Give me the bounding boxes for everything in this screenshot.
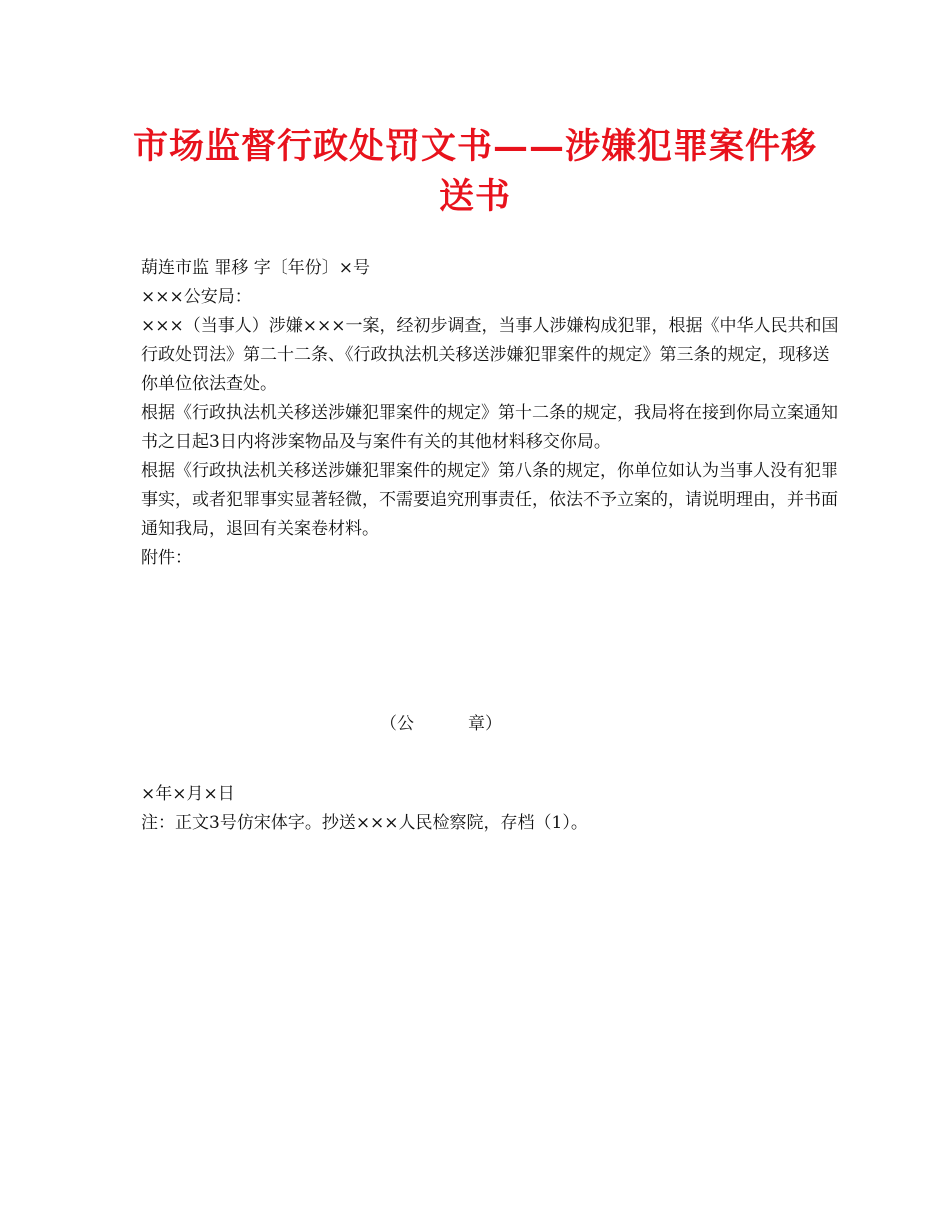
paragraph-referral: ×××（当事人）涉嫌×××一案，经初步调查，当事人涉嫌构成犯罪，根据《中华人民共和国行政处罚法》第二十二条、《行政执法机关移送涉嫌犯罪案件的规定》第三条的规定，现移送你单位依法查处。 xyxy=(141,316,839,394)
attachment-label: 附件： xyxy=(141,548,192,568)
official-seal-placeholder: （公 章） xyxy=(380,714,503,734)
document-body xyxy=(141,254,841,573)
document-date: ×年×月×日 xyxy=(141,784,235,804)
title-line-1: 市场监督行政处罚文书——涉嫌犯罪案件移 xyxy=(132,126,817,167)
document-number: 葫连市监 罪移 字〔年份〕×号 xyxy=(141,258,371,278)
paragraph-materials: 根据《行政执法机关移送涉嫌犯罪案件的规定》第十二条的规定，我局将在接到你局立案通知书之日起3日内将涉案物品及与案件有关的其他材料移交你局。 xyxy=(141,403,838,452)
document-footer xyxy=(141,780,841,838)
title-line-2: 送书 xyxy=(438,176,511,217)
recipient: ×××公安局： xyxy=(141,287,252,307)
paragraph-no-case: 根据《行政执法机关移送涉嫌犯罪案件的规定》第八条的规定，你单位如认为当事人没有犯罪事实，或者犯罪事实显著轻微，不需要追究刑事责任，依法不予立案的，请说明理由，并书面通知我局，退回有关案卷材料。 xyxy=(141,461,838,539)
document-note: 注：正文3号仿宋体字。抄送×××人民检察院，存档（1）。 xyxy=(141,813,588,833)
document-title xyxy=(120,122,830,222)
